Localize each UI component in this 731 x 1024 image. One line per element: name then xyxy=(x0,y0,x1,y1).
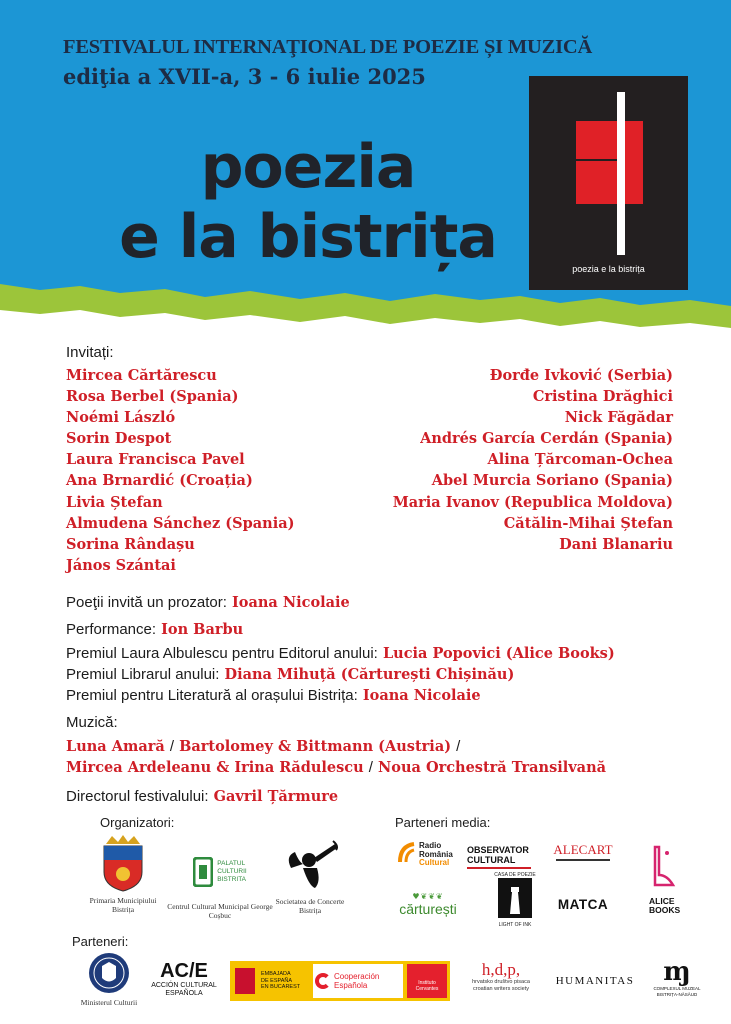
lighthouse-icon xyxy=(498,878,532,918)
guests-label: Invitați: xyxy=(66,344,114,361)
guest-name: János Szántai xyxy=(66,556,176,574)
music-act-2: Bartolomey & Bittmann (Austria) xyxy=(179,738,452,755)
prize-label-2: Premiul Librarul anului: xyxy=(66,666,220,683)
casa-label: CASA DE POEZIE xyxy=(494,872,536,878)
prize-line-2 xyxy=(66,664,514,683)
radio-word-3: Cultural xyxy=(419,858,450,867)
radio-text xyxy=(419,842,453,868)
director-name: Gavril Țărmure xyxy=(213,788,339,805)
festival-edition: ediţia a XVII-a, 3 - 6 iulie 2025 xyxy=(63,64,426,89)
guest-name: Laura Francisca Pavel xyxy=(66,451,245,469)
alice-text xyxy=(639,897,689,915)
prize-label-1: Premiul Laura Albulescu pentru Editorul anului: xyxy=(66,645,378,662)
cooperacion-icon xyxy=(315,973,331,989)
guest-name: Maria Ivanov (Republica Moldova) xyxy=(392,493,673,511)
media-matca: MATCA xyxy=(557,897,609,912)
festival-name xyxy=(118,132,498,272)
logo-white-bar xyxy=(617,92,625,255)
guest-name: Alina Țărcoman-Ochea xyxy=(487,451,673,469)
guest-name: Abel Murcia Soriano (Spania) xyxy=(431,472,673,490)
guest-name: Mircea Cărtărescu xyxy=(66,367,217,384)
alecart-logo: ALECART xyxy=(553,842,613,857)
organizer-primaria-name: Primaria Municipiului Bistrița xyxy=(89,896,157,914)
observator-word-2: CULTURAL xyxy=(467,855,516,865)
alice-figure-icon xyxy=(649,845,679,893)
prose-label: Poeţii invită un prozator: xyxy=(66,594,227,611)
organizer-centrul-cultural xyxy=(165,852,275,920)
music-act-3: Mircea Ardeleanu & Irina Rădulescu xyxy=(66,759,364,776)
prize-name-2: Diana Mihuță (Cărturești Chișinău) xyxy=(224,666,515,683)
partner-ace xyxy=(145,960,223,998)
radio-word-2: România xyxy=(419,849,453,859)
media-carturesti xyxy=(385,892,471,917)
media-observator-cultural xyxy=(467,845,535,869)
palatul-logo xyxy=(165,852,275,892)
cooperacion-word-1: Cooperación xyxy=(334,972,380,981)
prize-name-1: Lucia Popovici (Alice Books) xyxy=(382,645,615,662)
prose-line xyxy=(66,592,350,611)
guest-name: Ana Brnardić (Croația) xyxy=(66,472,253,490)
guest-name: Rosa Berbel (Spania) xyxy=(66,388,239,406)
logo-red-square xyxy=(576,121,643,204)
carturesti-leaves-icon: ♥❦❦❦ xyxy=(412,892,444,901)
festival-title: FESTIVALUL INTERNAŢIONAL DE POEZIE ȘI MUZICĂ xyxy=(63,36,593,58)
performance-name: Ion Barbu xyxy=(161,621,244,638)
embassy-word-2: DE ESPAÑA xyxy=(261,977,293,984)
palatul-word-1: PALATUL xyxy=(217,860,246,867)
cervantes-logo xyxy=(407,964,447,998)
performance-label: Performance: xyxy=(66,621,157,638)
embassy-word-3: EN BUCAREST xyxy=(261,984,301,991)
music-act-4: Noua Orchestră Transilvană xyxy=(378,759,607,776)
partner-complexul-muzeal xyxy=(648,958,706,998)
ace-text xyxy=(145,982,223,998)
organizer-societatea xyxy=(265,838,355,915)
media-label: Parteneri media: xyxy=(395,815,491,830)
partner-ministerul-culturii xyxy=(70,952,148,1007)
observator-underline xyxy=(467,867,531,869)
muzeal-word-2: BISTRIȚA-NĂSĂUD xyxy=(656,992,698,997)
cervantes-word-2: Cervantes xyxy=(415,986,439,992)
guest-name: Noémi László xyxy=(66,409,176,427)
guest-name: Andrés García Cerdán (Spania) xyxy=(420,430,673,448)
partner-spain-strip xyxy=(230,961,450,1001)
prize-label-3: Premiul pentru Literatură al orașului Bistrița: xyxy=(66,687,358,704)
music-row-1 xyxy=(66,736,460,755)
ace-word-1: ACCIÓN CULTURAL xyxy=(151,982,217,989)
music-sep-2: / xyxy=(456,738,461,755)
hdp-line-1: hrvatsko društvo pisaca xyxy=(472,979,530,985)
ace-logo: AC/E xyxy=(160,960,208,982)
alecart-rule xyxy=(556,859,610,861)
guest-name: Sorin Despot xyxy=(66,430,172,448)
palatul-icon xyxy=(193,857,213,887)
spain-emblem-icon xyxy=(233,966,257,996)
muzeal-word-1: COMPLEXUL MUZEAL xyxy=(653,986,701,991)
guest-name: Livia Ștefan xyxy=(66,493,163,511)
music-sep-1: / xyxy=(169,738,175,755)
logo-caption: poezia e la bistrița xyxy=(572,264,645,274)
festival-name-line2: e la bistrița xyxy=(119,202,497,272)
media-radio-romania xyxy=(398,842,462,868)
cooperacion-logo xyxy=(313,964,403,998)
media-casa-de-poezie xyxy=(489,872,541,928)
logo-line xyxy=(562,159,619,161)
hdp-logo: h,d,p, xyxy=(481,960,521,979)
hero-banner xyxy=(0,0,731,340)
performance-line xyxy=(66,619,243,638)
palatul-text xyxy=(217,860,247,884)
ace-word-2: ESPAÑOLA xyxy=(165,990,203,997)
muzeal-logo-icon: ɱ xyxy=(663,957,691,987)
observator-word-1: OBSERVATOR xyxy=(467,845,529,855)
guest-name: Nick Făgădar xyxy=(564,409,673,427)
director-line xyxy=(66,786,338,805)
music-sep-3: / xyxy=(368,759,373,776)
prize-name-3: Ioana Nicolaie xyxy=(362,687,481,704)
cooperacion-text xyxy=(334,972,379,990)
embassy-text xyxy=(261,971,309,991)
media-alecart xyxy=(553,842,613,861)
hdp-text xyxy=(458,979,544,993)
prize-line-1 xyxy=(66,643,615,662)
director-label: Directorul festivalului: xyxy=(66,788,209,805)
palatul-word-3: BISTRITA xyxy=(217,876,247,883)
angel-trumpet-icon xyxy=(281,838,339,893)
organizers-label: Organizatori: xyxy=(100,815,175,830)
music-row-2 xyxy=(66,757,606,776)
carturesti-logo: cărturești xyxy=(399,901,457,917)
ministry-name: Ministerul Culturii xyxy=(80,998,138,1007)
cooperacion-word-2: Española xyxy=(334,981,368,990)
partner-hdp xyxy=(458,960,544,993)
muzeal-text xyxy=(648,986,706,998)
palatul-word-2: CULTURII xyxy=(217,868,247,875)
guest-name: Cătălin-Mihai Ștefan xyxy=(503,514,673,532)
organizer-centrul-name: Centrul Cultural Municipal George Coșbuc xyxy=(167,902,273,920)
partner-humanitas: HUMANITAS xyxy=(555,975,635,987)
festival-logo xyxy=(529,76,688,290)
radio-word-1: Radio xyxy=(419,841,442,850)
prose-name: Ioana Nicolaie xyxy=(232,594,350,611)
alice-word-2: BOOKS xyxy=(649,905,681,915)
hdp-line-2: croatian writers society xyxy=(473,986,529,992)
light-of-ink-label: LIGHT OF INK xyxy=(498,922,532,928)
guest-name: Dani Blanariu xyxy=(559,535,673,553)
guest-name: Đorđe Ivković (Serbia) xyxy=(489,367,673,384)
festival-name-line1: poezia xyxy=(200,132,416,202)
coat-of-arms-icon xyxy=(100,834,146,892)
partners-label: Parteneri: xyxy=(72,934,129,949)
alice-word-1: ALICE xyxy=(649,896,675,906)
guest-name: Almudena Sánchez (Spania) xyxy=(66,514,295,532)
ministry-seal-icon xyxy=(88,952,130,994)
music-label: Muzică: xyxy=(66,714,118,731)
guest-name: Cristina Drăghici xyxy=(532,388,673,406)
media-alice-books xyxy=(639,845,689,915)
cervantes-word-1: Instituto xyxy=(418,980,436,986)
guests-right-list xyxy=(393,365,673,555)
radio-icon xyxy=(398,842,416,864)
prize-line-3 xyxy=(66,685,481,704)
organizer-societatea-name: Societatea de Concerte Bistrița xyxy=(275,897,345,915)
guest-name: Sorina Rândașu xyxy=(66,535,195,553)
organizer-primaria xyxy=(78,834,168,914)
embassy-word-1: EMBAJADA xyxy=(261,971,291,978)
music-act-1: Luna Amară xyxy=(66,738,165,755)
guests-left-list xyxy=(66,365,294,576)
